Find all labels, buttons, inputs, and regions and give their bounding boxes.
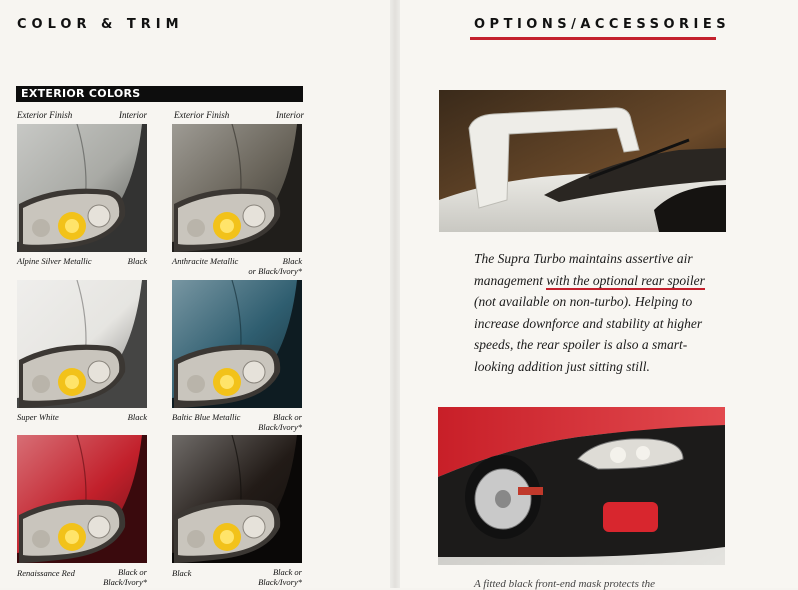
- swatch-name: Alpine Silver Metallic: [17, 256, 92, 266]
- paragraph-text-after: (not available on non-turbo). Helping to increase downforce and stability at higher speeds, the rear spoiler is also a smart-looking addition just sitting still.: [474, 294, 703, 374]
- interior-line-1: Black or: [117, 567, 147, 577]
- options-accessories-header: OPTIONS/ACCESSORIES: [474, 17, 731, 32]
- swatch-name: Renaissance Red: [17, 568, 75, 578]
- interior-col-header-left: Interior: [119, 110, 147, 120]
- swatch-anthracite-metallic: [172, 124, 302, 252]
- header-underline: [470, 37, 716, 40]
- swatch-interior: [87, 256, 147, 266]
- swatch-interior: [87, 567, 147, 587]
- interior-line-1: Black: [127, 256, 147, 266]
- swatch-baltic-blue-metallic: [172, 280, 302, 408]
- swatch-black: [172, 435, 302, 563]
- interior-line-2: Black/Ivory*: [258, 422, 302, 432]
- swatch-alpine-silver-metallic: [17, 124, 147, 252]
- swatch-interior: [222, 412, 302, 432]
- interior-line-1: Black or: [272, 567, 302, 577]
- swatch-super-white: [17, 280, 147, 408]
- front-mask-photo: [438, 407, 725, 565]
- cutoff-caption: A fitted black front-end mask protects the: [474, 578, 656, 590]
- spoiler-description: [474, 248, 714, 377]
- rear-spoiler-photo: [439, 90, 726, 232]
- swatch-name: Baltic Blue Metallic: [172, 412, 241, 422]
- swatch-name: Anthracite Metallic: [172, 256, 239, 266]
- swatch-renaissance-red: [17, 435, 147, 563]
- paragraph-text-before: The Supra Turbo maintains assertive air management: [474, 251, 693, 288]
- interior-col-header-right: Interior: [276, 110, 304, 120]
- exterior-finish-col-header-right: Exterior Finish: [174, 110, 230, 120]
- interior-line-1: Black: [127, 412, 147, 422]
- highlighted-phrase: with the optional rear spoiler: [546, 272, 705, 288]
- page-gutter: [390, 0, 400, 588]
- swatch-name: Super White: [17, 412, 59, 422]
- interior-line-1: Black: [282, 256, 302, 266]
- swatch-interior: [222, 256, 302, 276]
- swatch-interior: [87, 412, 147, 422]
- interior-line-1: Black or: [272, 412, 302, 422]
- interior-line-2: Black/Ivory*: [258, 577, 302, 587]
- exterior-finish-col-header-left: Exterior Finish: [17, 110, 73, 120]
- exterior-colors-title: EXTERIOR COLORS: [16, 86, 303, 102]
- color-trim-header: COLOR & TRIM: [17, 17, 184, 32]
- swatch-name: Black: [172, 568, 192, 578]
- swatch-interior: [222, 567, 302, 587]
- interior-line-2: or Black/Ivory*: [248, 266, 302, 276]
- interior-line-2: Black/Ivory*: [103, 577, 147, 587]
